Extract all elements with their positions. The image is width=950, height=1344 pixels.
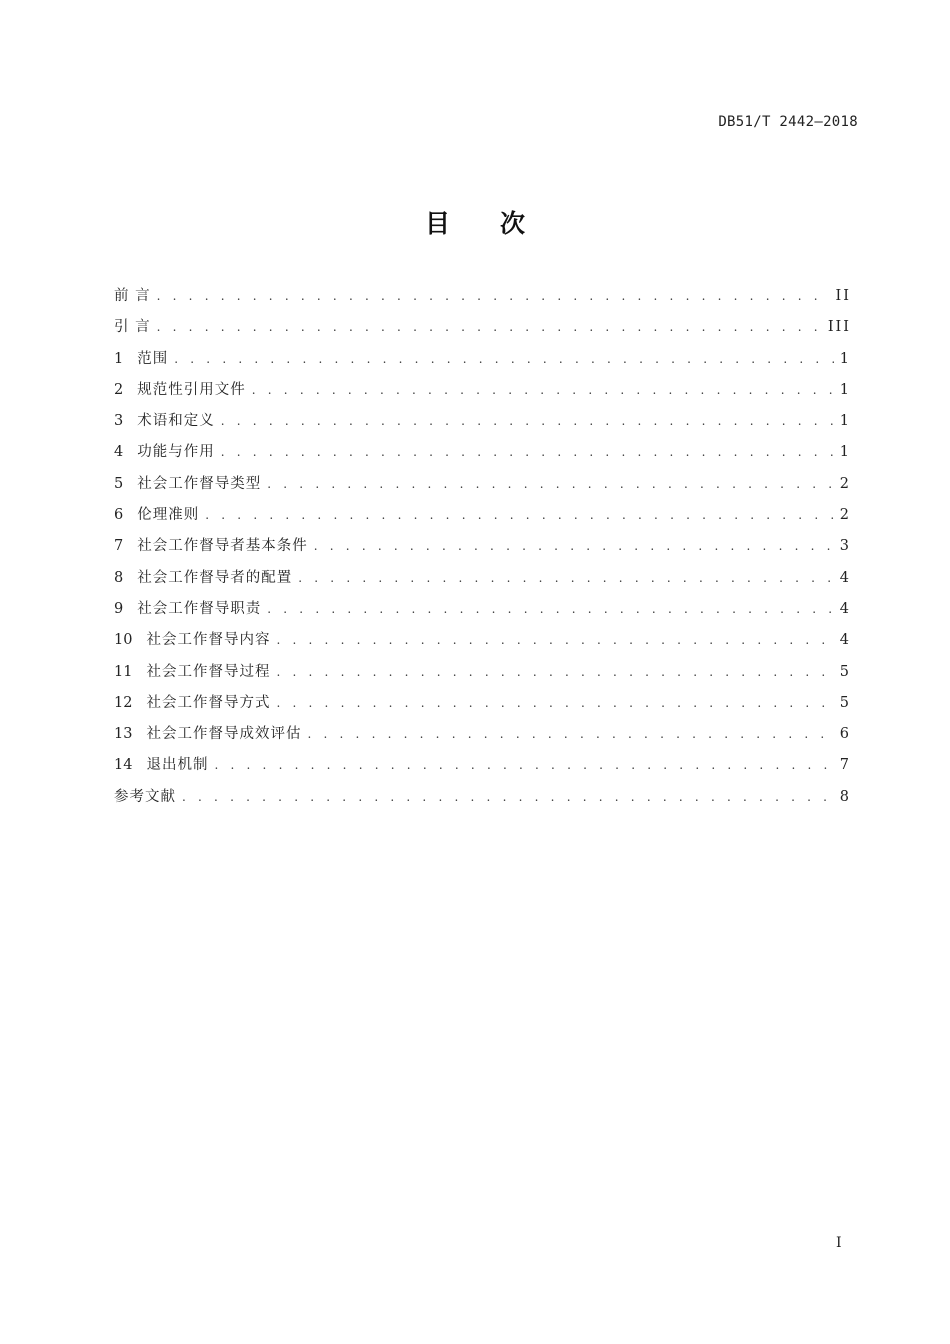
toc-leader-dots [174,347,834,371]
toc-entry-page: 6 [839,726,851,743]
toc-entry-number: 3 [114,413,124,430]
toc-entry-page: 1 [839,381,851,398]
toc-entry-page: III [827,319,851,336]
toc-entry-page: 1 [839,350,851,367]
toc-entry-label: 引 言 [114,319,151,336]
toc-entry-label: 规范性引用文件 [137,381,246,398]
toc-entry-page: 1 [839,413,851,430]
toc-entry-page: 5 [839,694,851,711]
toc-leader-dots [267,597,834,621]
toc-leader-dots [182,785,834,809]
toc-entry-number: 1 [114,350,124,367]
toc-entry-page: 8 [839,788,851,805]
toc-entry-introduction[interactable] [114,315,851,346]
toc-leader-dots [157,315,822,339]
toc-entry-number: 9 [114,600,124,617]
toc-entry-number: 12 [114,694,133,711]
toc-leader-dots [267,472,834,496]
title-part-1: 目 [424,209,450,238]
toc-entry-1[interactable] [114,347,851,378]
toc-entry-5[interactable] [114,472,851,503]
toc-entry-page: 7 [839,757,851,774]
toc-entry-page: 5 [839,663,851,680]
toc-entry-label: 参考文献 [114,788,176,805]
toc-leader-dots [221,440,834,464]
toc-leader-dots [252,378,834,402]
toc-leader-dots [314,534,834,558]
toc-entry-page: 4 [839,600,851,617]
toc-entry-label: 社会工作督导者基本条件 [137,538,308,555]
toc-entry-page: 1 [839,444,851,461]
footer-page-number: I [836,1235,842,1251]
toc-entry-page: 2 [839,475,851,492]
toc-entry-10[interactable] [114,628,851,659]
toc-entry-label: 前 言 [114,288,151,304]
toc-entry-14[interactable] [114,753,851,784]
table-of-contents [114,284,851,816]
toc-entry-references[interactable] [114,785,851,816]
toc-entry-number: 8 [114,569,124,586]
toc-entry-11[interactable] [114,660,851,691]
page-title [0,204,950,240]
toc-entry-label: 社会工作督导方式 [146,694,271,711]
toc-entry-label: 社会工作督导者的配置 [137,569,293,586]
toc-entry-label: 社会工作督导内容 [146,632,271,649]
toc-entry-page: 3 [839,538,851,555]
toc-entry-13[interactable] [114,722,851,753]
toc-entry-foreword[interactable] [114,284,851,315]
toc-entry-label: 社会工作督导职责 [137,600,262,617]
toc-entry-2[interactable] [114,378,851,409]
toc-entry-label: 术语和定义 [137,413,215,430]
toc-entry-6[interactable] [114,503,851,534]
title-part-2: 次 [500,209,526,238]
toc-entry-label: 功能与作用 [137,444,215,461]
toc-entry-8[interactable] [114,566,851,597]
toc-entry-label: 社会工作督导成效评估 [146,726,302,743]
toc-entry-label: 范围 [137,350,169,367]
toc-entry-page: 2 [839,507,851,524]
toc-entry-4[interactable] [114,440,851,471]
toc-entry-label: 社会工作督导过程 [146,663,271,680]
toc-entry-label: 退出机制 [146,757,209,774]
toc-entry-page: II [835,288,851,304]
toc-leader-dots [276,691,833,715]
toc-leader-dots [276,660,833,684]
toc-leader-dots [276,628,833,652]
toc-entry-9[interactable] [114,597,851,628]
toc-entry-label: 社会工作督导类型 [137,475,262,492]
toc-leader-dots [157,284,830,308]
toc-entry-number: 10 [114,632,133,649]
toc-leader-dots [307,722,833,746]
toc-entry-number: 2 [114,381,124,398]
toc-leader-dots [221,409,834,433]
toc-entry-number: 11 [114,663,133,680]
toc-leader-dots [298,566,834,590]
toc-entry-number: 4 [114,444,124,461]
toc-entry-7[interactable] [114,534,851,565]
toc-entry-page: 4 [839,569,851,586]
toc-entry-label: 伦理准则 [137,507,200,524]
document-code: DB51/T 2442—2018 [718,114,858,130]
toc-entry-12[interactable] [114,691,851,722]
toc-entry-number: 7 [114,538,124,555]
toc-leader-dots [214,753,833,777]
toc-leader-dots [205,503,834,527]
toc-entry-3[interactable] [114,409,851,440]
toc-entry-number: 6 [114,507,124,524]
toc-entry-number: 13 [114,726,133,743]
toc-entry-number: 5 [114,475,124,492]
toc-entry-number: 14 [114,757,133,774]
toc-entry-page: 4 [839,632,851,649]
